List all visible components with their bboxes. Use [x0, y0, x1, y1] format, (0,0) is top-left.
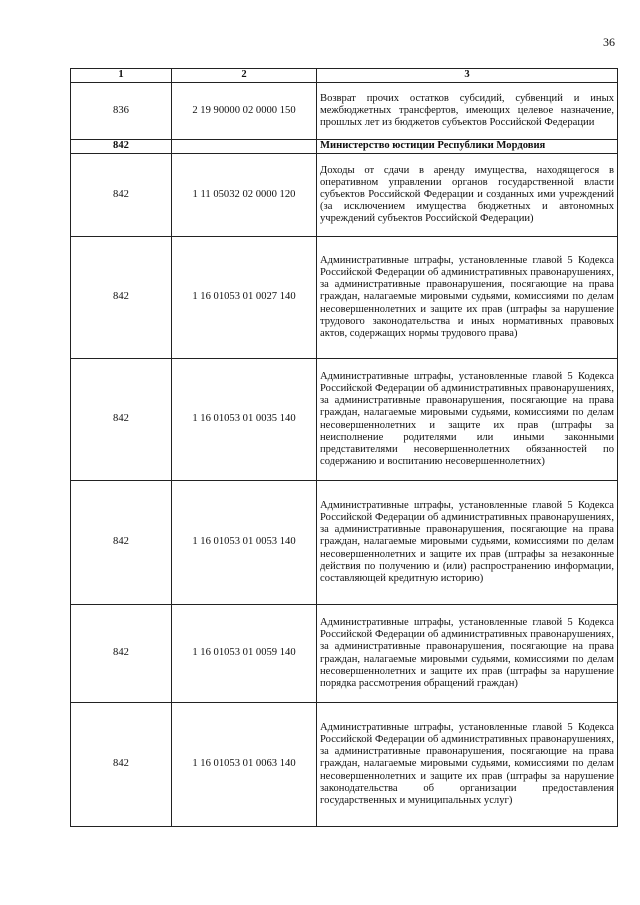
revenue-description-cell: Административные штрафы, установленные главой 5 Кодекса Российской Федерации об административных правонарушениях, за административные правонарушения, посягающие на права граждан, налагаемые мировыми судьями, комиссиями по делам несовершеннолетних и защите их прав (штрафы за нарушение законодательства об организации предоставления государственных и муниципальных услуг): [317, 703, 618, 827]
table-row: [71, 703, 618, 827]
revenue-table: [70, 68, 618, 827]
admin-code-cell: 842: [71, 703, 172, 827]
revenue-code-cell: 1 16 01053 01 0027 140: [172, 237, 317, 359]
revenue-description-cell: Доходы от сдачи в аренду имущества, находящегося в оперативном управлении органов государственной власти субъектов Российской Федерации и созданных ими учреждений (за исключением имущества бюджетных и автономных учреждений субъектов Российской Федерации): [317, 154, 618, 237]
ministry-row: [71, 140, 618, 154]
revenue-description-cell: Административные штрафы, установленные главой 5 Кодекса Российской Федерации об административных правонарушениях, за административные правонарушения, посягающие на права граждан, налагаемые мировыми судьями, комиссиями по делам несовершеннолетних и защите их прав (штрафы за нарушение порядка рассмотрения обращений граждан): [317, 605, 618, 703]
revenue-code-cell: 2 19 90000 02 0000 150: [172, 83, 317, 140]
table-row: [71, 481, 618, 605]
table-row: [71, 154, 618, 237]
table-row: [71, 605, 618, 703]
revenue-code-cell: 1 11 05032 02 0000 120: [172, 154, 317, 237]
admin-code-cell: 842: [71, 154, 172, 237]
header-col-3: 3: [317, 69, 618, 83]
header-col-2: 2: [172, 69, 317, 83]
revenue-code-cell: [172, 140, 317, 154]
table-row: [71, 83, 618, 140]
table-header-row: [71, 69, 618, 83]
revenue-description-cell: Административные штрафы, установленные главой 5 Кодекса Российской Федерации об административных правонарушениях, за административные правонарушения, посягающие на права граждан, налагаемые мировыми судьями, комиссиями по делам несовершеннолетних и защите их прав (штрафы за неисполнение родителями или иными законными представителями несовершеннолетних обязанностей по содержанию и воспитанию несовершеннолетних): [317, 359, 618, 481]
admin-code-cell: 842: [71, 481, 172, 605]
table-row: [71, 359, 618, 481]
header-col-1: 1: [71, 69, 172, 83]
revenue-description-cell: Административные штрафы, установленные главой 5 Кодекса Российской Федерации об административных правонарушениях, за административные правонарушения, посягающие на права граждан, налагаемые мировыми судьями, комиссиями по делам несовершеннолетних и защите их прав (штрафы за нарушение трудового законодательства и иных нормативных правовых актов, содержащих нормы трудового права): [317, 237, 618, 359]
admin-code-cell: 842: [71, 140, 172, 154]
revenue-description-cell: Административные штрафы, установленные главой 5 Кодекса Российской Федерации об административных правонарушениях, за административные правонарушения, посягающие на права граждан, налагаемые мировыми судьями, комиссиями по делам несовершеннолетних и защите их прав (штрафы за незаконные действия по получению и (или) распространению информации, составляющей кредитную историю): [317, 481, 618, 605]
page-number: 36: [603, 35, 615, 49]
revenue-code-cell: 1 16 01053 01 0059 140: [172, 605, 317, 703]
admin-code-cell: 836: [71, 83, 172, 140]
admin-code-cell: 842: [71, 237, 172, 359]
admin-code-cell: 842: [71, 605, 172, 703]
admin-code-cell: 842: [71, 359, 172, 481]
table-row: [71, 237, 618, 359]
ministry-name-cell: Министерство юстиции Республики Мордовия: [317, 140, 618, 154]
revenue-code-cell: 1 16 01053 01 0035 140: [172, 359, 317, 481]
revenue-code-cell: 1 16 01053 01 0053 140: [172, 481, 317, 605]
revenue-description-cell: Возврат прочих остатков субсидий, субвенций и иных межбюджетных трансфертов, имеющих целевое назначение, прошлых лет из бюджетов субъектов Российской Федерации: [317, 83, 618, 140]
revenue-code-cell: 1 16 01053 01 0063 140: [172, 703, 317, 827]
